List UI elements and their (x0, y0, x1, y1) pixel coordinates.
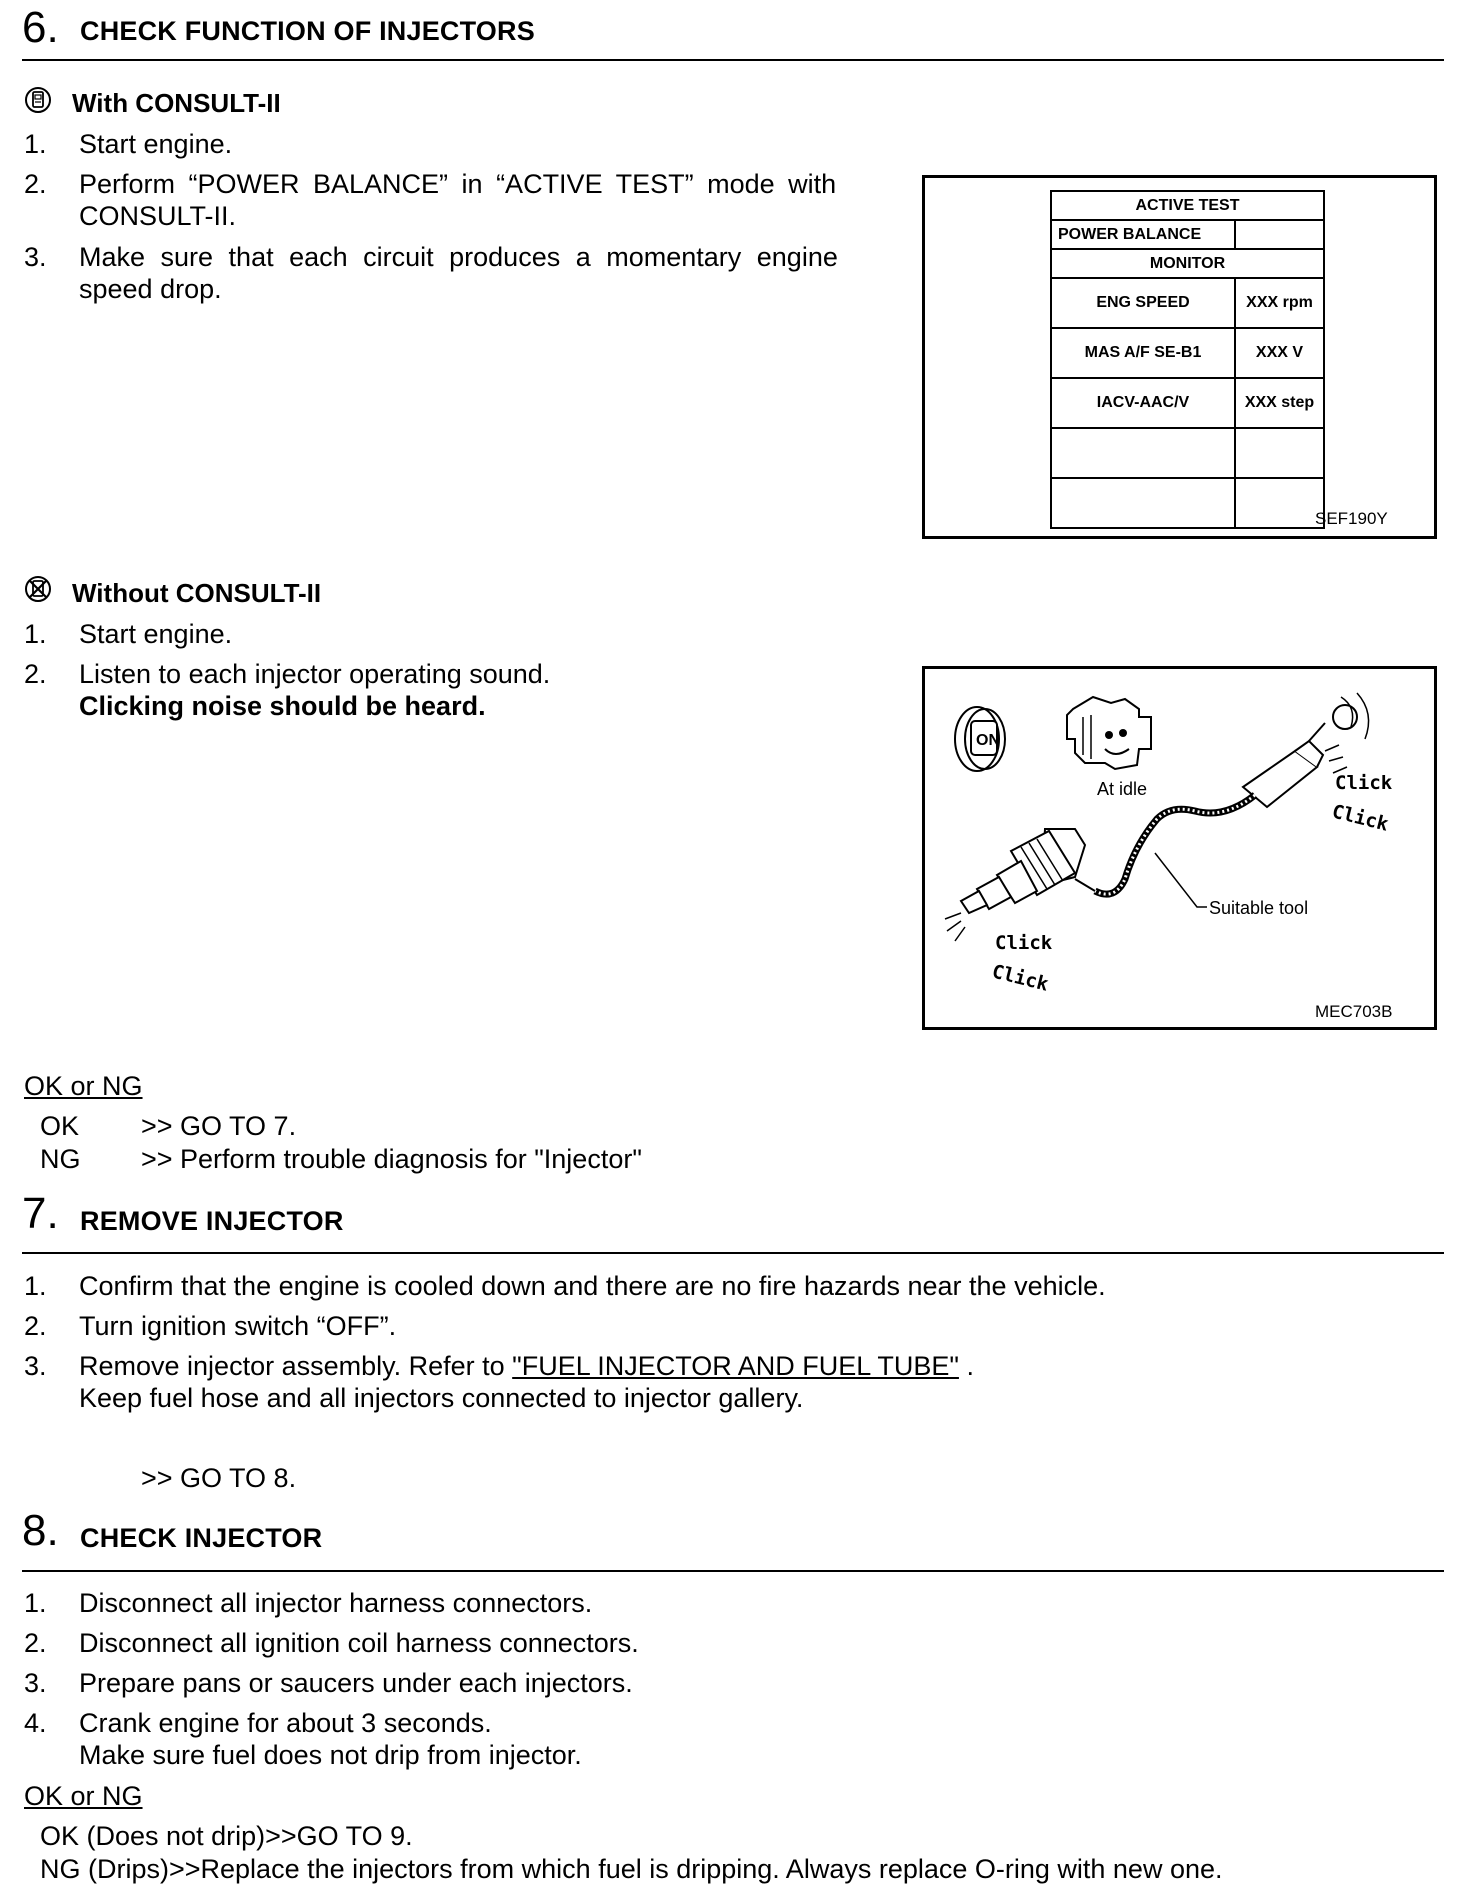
step-title: CHECK FUNCTION OF INJECTORS (80, 16, 535, 46)
list-item-continuation: CONSULT-II. (79, 201, 237, 231)
ok-result: OK (Does not drip)>>GO TO 9. (40, 1821, 413, 1851)
list-item: Listen to each injector operating sound. (79, 659, 551, 689)
figure-code: SEF190Y (1315, 509, 1388, 528)
empty-cell (1235, 428, 1324, 478)
list-number: 1. (24, 1588, 47, 1618)
list-item-text: . (958, 1351, 974, 1381)
list-item: Confirm that the engine is cooled down and there are no fire hazards near the vehicle. (79, 1271, 1106, 1301)
list-number: 1. (24, 619, 47, 649)
without-consult-heading: Without CONSULT-II (72, 578, 322, 608)
list-item: Disconnect all injector harness connectors. (79, 1588, 593, 1618)
click-text: Click (995, 932, 1053, 954)
list-item: Start engine. (79, 619, 233, 649)
list-number: 1. (24, 1271, 47, 1301)
ng-result: NG (Drips)>>Replace the injectors from which fuel is dripping. Always replace O-ring with new one. (40, 1854, 1223, 1884)
ok-key: OK (40, 1111, 80, 1141)
list-number: 3. (24, 242, 47, 272)
list-item: Prepare pans or saucers under each injectors. (79, 1668, 633, 1698)
monitor-item: IACV-AAC/V (1051, 378, 1235, 428)
ok-action: >> GO TO 7. (141, 1111, 297, 1141)
list-number: 4. (24, 1708, 47, 1738)
list-number: 1. (24, 129, 47, 159)
section-divider (22, 1252, 1444, 1254)
next-step: >> GO TO 8. (141, 1463, 297, 1493)
list-item: Crank engine for about 3 seconds. (79, 1708, 492, 1738)
power-balance-label: POWER BALANCE (1051, 220, 1235, 249)
section-divider (22, 59, 1444, 61)
list-number: 2. (24, 1311, 47, 1341)
list-item: Disconnect all ignition coil harness connectors. (79, 1628, 639, 1658)
click-text: Click (989, 960, 1051, 996)
active-test-table (1050, 190, 1325, 529)
list-item-continuation: speed drop. (79, 274, 222, 304)
click-text: Click (1335, 772, 1393, 794)
section-divider (22, 1570, 1444, 1572)
list-item: Turn ignition switch “OFF”. (79, 1311, 397, 1341)
expected-result: Clicking noise should be heard. (79, 691, 486, 721)
injector-icon (961, 829, 1095, 913)
step-title: REMOVE INJECTOR (80, 1206, 344, 1236)
monitor-value: XXX step (1235, 378, 1324, 428)
step-number: 8. (22, 1506, 59, 1555)
consult-icon (24, 86, 52, 114)
result-label: OK or NG (24, 1781, 143, 1811)
list-item-continuation: Make sure fuel does not drip from injector. (79, 1740, 582, 1770)
step-number: 7. (22, 1189, 59, 1238)
figure-code: MEC703B (1315, 1002, 1393, 1021)
list-number: 2. (24, 659, 47, 689)
monitor-item: MAS A/F SE-B1 (1051, 328, 1235, 378)
list-item-text: Remove injector assembly. Refer to (79, 1351, 513, 1381)
no-consult-icon (24, 575, 52, 603)
list-number: 2. (24, 1628, 47, 1658)
monitor-item: ENG SPEED (1051, 278, 1235, 328)
empty-cell (1051, 428, 1235, 478)
list-number: 3. (24, 1351, 47, 1381)
list-item: Perform “POWER BALANCE” in “ACTIVE TEST” mode with (79, 169, 837, 199)
at-idle-label: At idle (1097, 779, 1148, 799)
list-item (79, 1350, 974, 1382)
active-test-figure (922, 175, 1437, 539)
empty-cell (1235, 220, 1324, 249)
with-consult-heading: With CONSULT-II (72, 88, 281, 118)
step-number: 6. (22, 3, 59, 52)
active-test-header: ACTIVE TEST (1051, 191, 1324, 220)
result-label: OK or NG (24, 1071, 143, 1101)
click-text: Click (1329, 800, 1391, 836)
ng-key: NG (40, 1144, 81, 1174)
ignition-key-icon (955, 707, 1005, 771)
key-on-label: ON (976, 732, 1000, 749)
injector-sound-figure (922, 666, 1437, 1030)
list-item: Start engine. (79, 129, 233, 159)
ng-action: >> Perform trouble diagnosis for "Injector" (141, 1144, 642, 1174)
engine-icon (1067, 697, 1151, 769)
list-item: Make sure that each circuit produces a momentary engine (79, 242, 838, 272)
empty-cell (1235, 478, 1324, 528)
fuel-injector-link[interactable]: "FUEL INJECTOR AND FUEL TUBE" (512, 1351, 959, 1381)
list-number: 3. (24, 1668, 47, 1698)
list-item-continuation: Keep fuel hose and all injectors connected to injector gallery. (79, 1383, 804, 1413)
monitor-header: MONITOR (1051, 249, 1324, 278)
injector-illustration (925, 669, 1434, 1027)
list-number: 2. (24, 169, 47, 199)
empty-cell (1051, 478, 1235, 528)
monitor-value: XXX rpm (1235, 278, 1324, 328)
monitor-value: XXX V (1235, 328, 1324, 378)
suitable-tool-label: Suitable tool (1209, 898, 1309, 918)
step-title: CHECK INJECTOR (80, 1523, 323, 1553)
